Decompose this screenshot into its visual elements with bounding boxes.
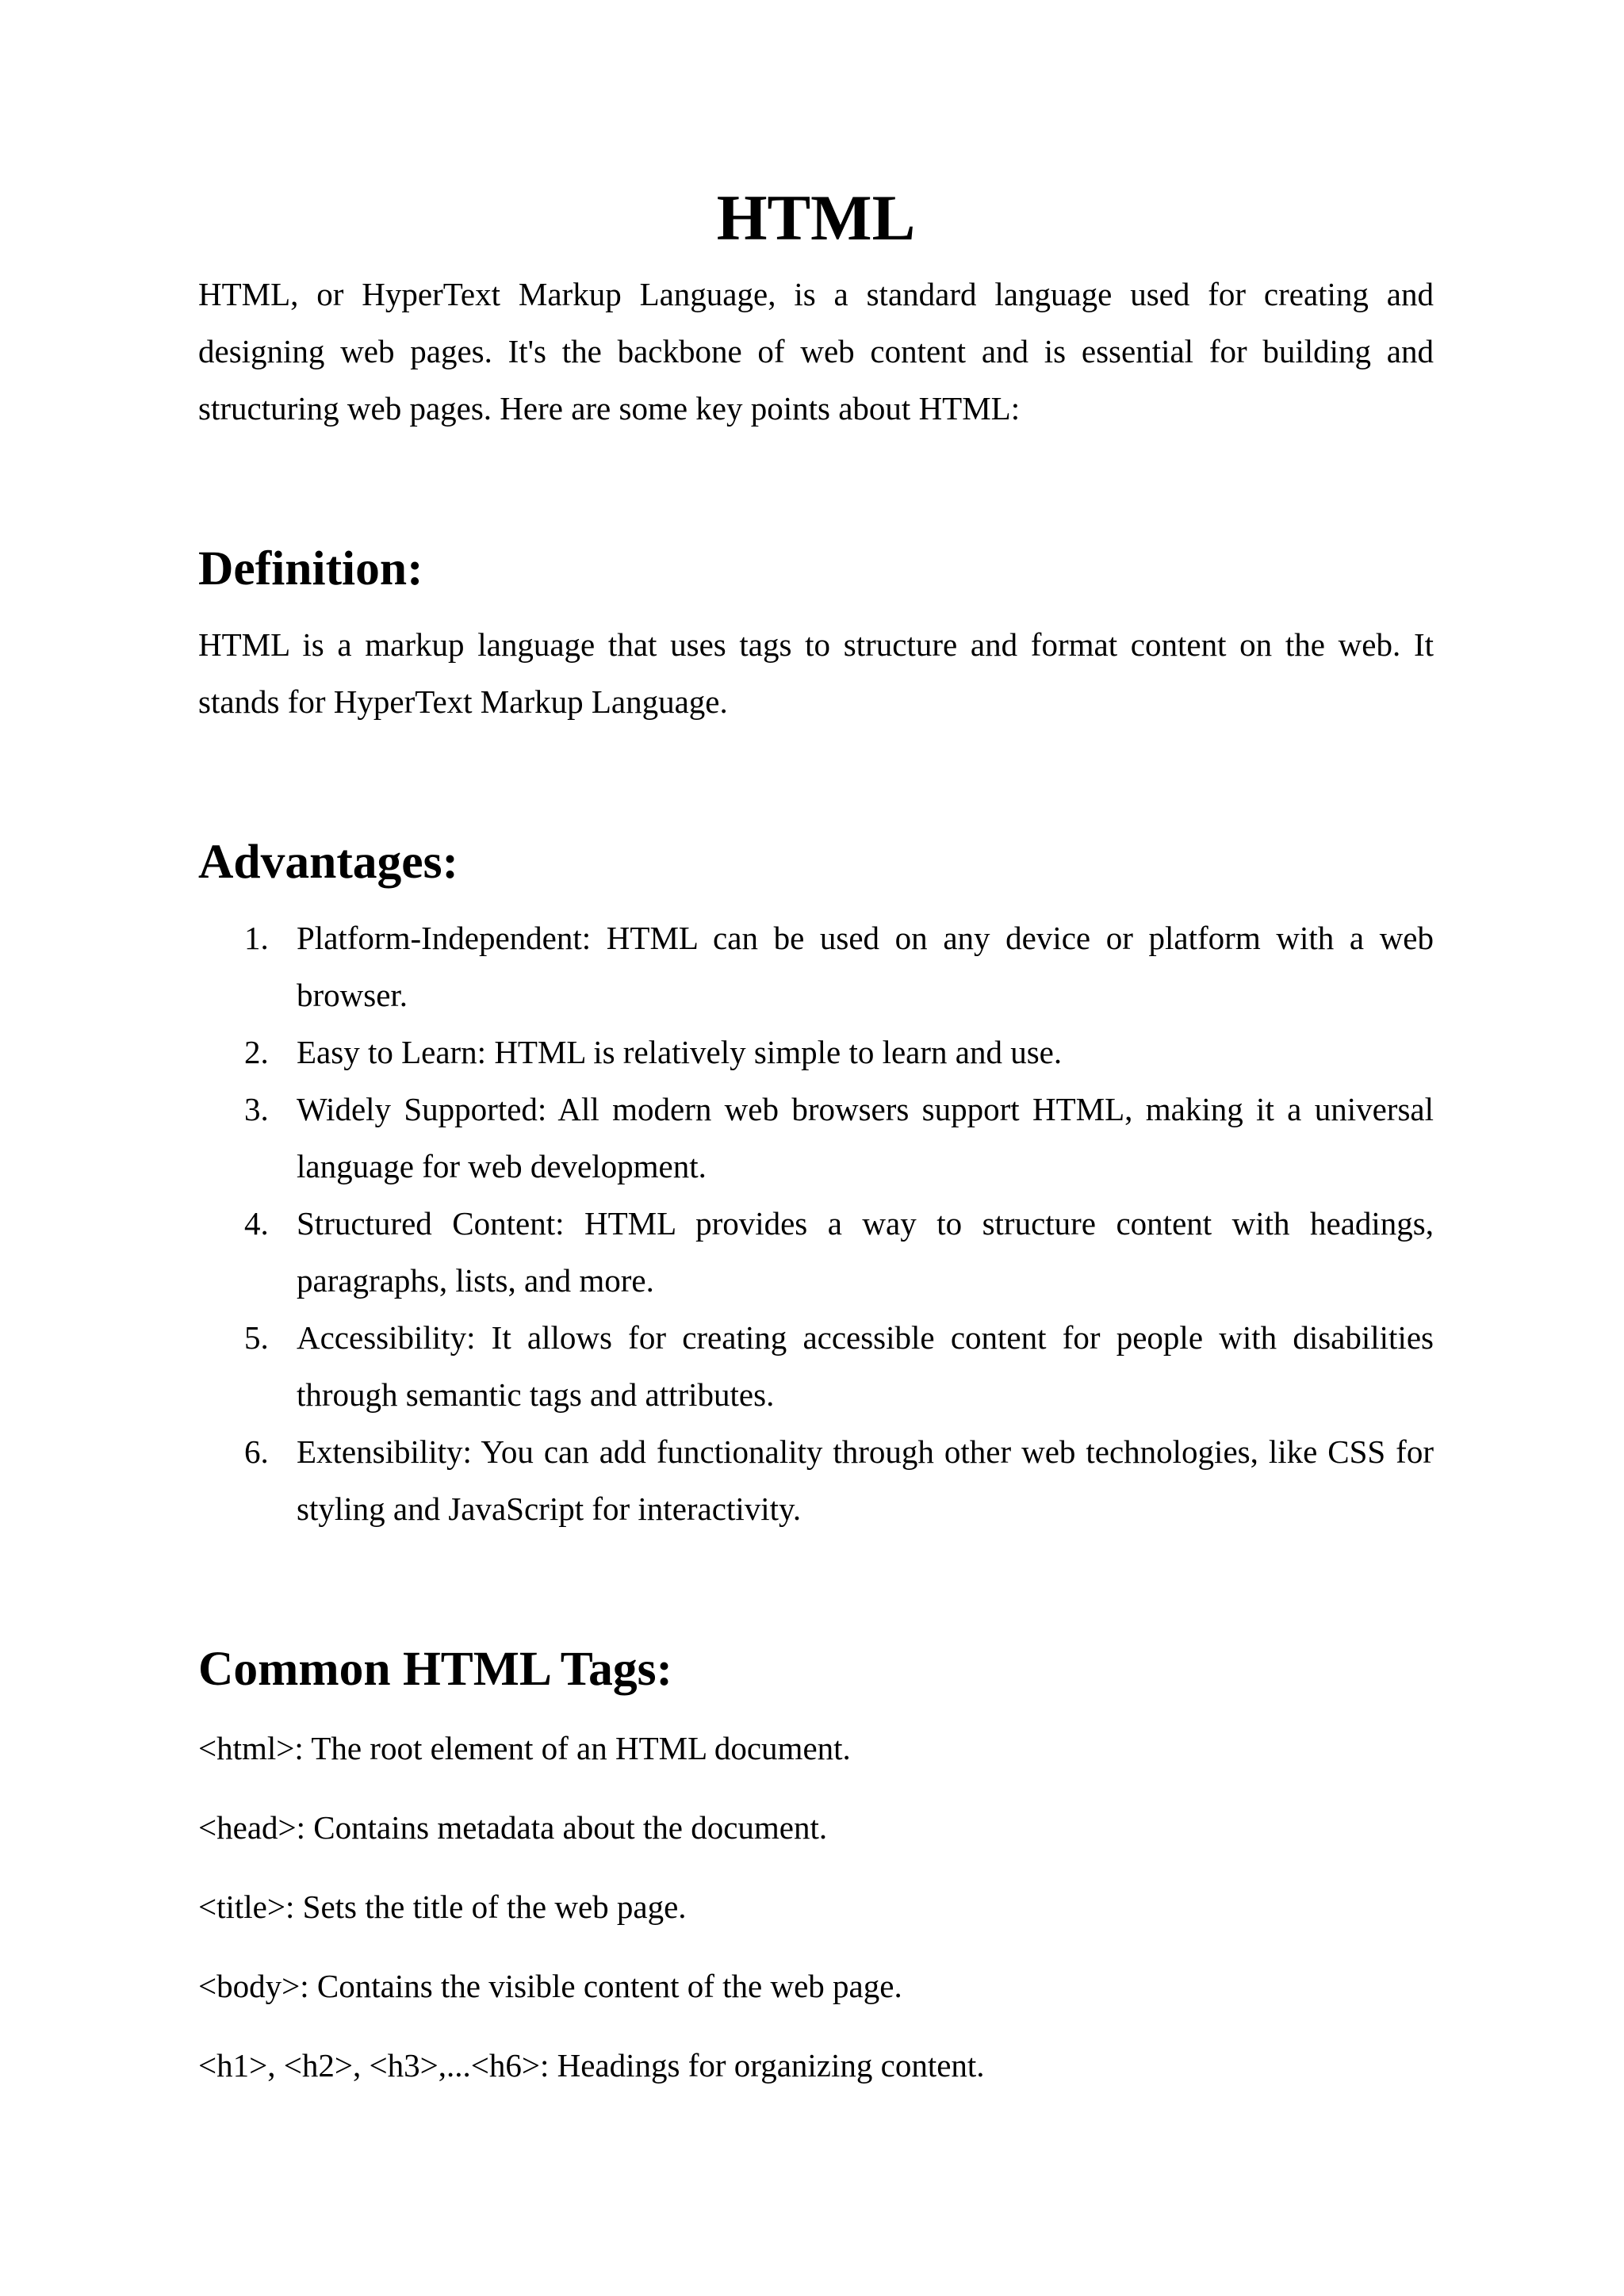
list-item <box>198 1423 1434 1537</box>
list-item-text: Structured Content: HTML provides a way to structure content with headings, paragraphs, lists, and more. <box>297 1205 1434 1299</box>
list-item-number: 6. <box>244 1433 269 1470</box>
tag-line-headings: <h1>, <h2>, <h3>,...<h6>: Headings for organizing content. <box>198 2047 985 2084</box>
list-item <box>198 1309 1434 1423</box>
list-item-number: 2. <box>244 1034 269 1070</box>
list-item <box>198 909 1434 1024</box>
definition-paragraph: HTML is a markup language that uses tags to structure and format content on the web. It stands for HyperText Markup Language. <box>198 626 1434 720</box>
list-item <box>198 1081 1434 1195</box>
list-item-number: 3. <box>244 1091 269 1127</box>
advantages-list <box>198 909 1434 1537</box>
tag-line-title: <title>: Sets the title of the web page. <box>198 1888 687 1925</box>
list-item-text: Easy to Learn: HTML is relatively simple to learn and use. <box>297 1034 1063 1070</box>
list-item-text: Extensibility: You can add functionality through other web technologies, like CSS for styling and JavaScript for interactivity. <box>297 1433 1434 1527</box>
list-item-text: Widely Supported: All modern web browsers support HTML, making it a universal language for web development. <box>297 1091 1434 1184</box>
list-item-number: 5. <box>244 1319 269 1356</box>
list-item-text: Accessibility: It allows for creating accessible content for people with disabilities through semantic tags and attributes. <box>297 1319 1434 1413</box>
intro-paragraph: HTML, or HyperText Markup Language, is a standard language used for creating and designing web pages. It's the backbone of web content and is essential for building and structuring web pages. Here are some key points about HTML: <box>198 276 1434 427</box>
tag-line-head: <head>: Contains metadata about the document. <box>198 1809 828 1846</box>
document-body <box>198 182 1434 2089</box>
common-tags-heading: Common HTML Tags: <box>198 1642 673 1696</box>
list-item <box>198 1195 1434 1309</box>
list-item <box>198 1024 1434 1081</box>
advantages-heading: Advantages: <box>198 835 459 889</box>
tag-line-body: <body>: Contains the visible content of the web page. <box>198 1968 902 2004</box>
tag-line-html: <html>: The root element of an HTML document. <box>198 1730 851 1766</box>
document-title: HTML <box>716 182 916 254</box>
list-item-text: Platform-Independent: HTML can be used on any device or platform with a web browser. <box>297 920 1434 1013</box>
definition-heading: Definition: <box>198 541 423 595</box>
list-item-number: 1. <box>244 920 269 956</box>
list-item-number: 4. <box>244 1205 269 1242</box>
